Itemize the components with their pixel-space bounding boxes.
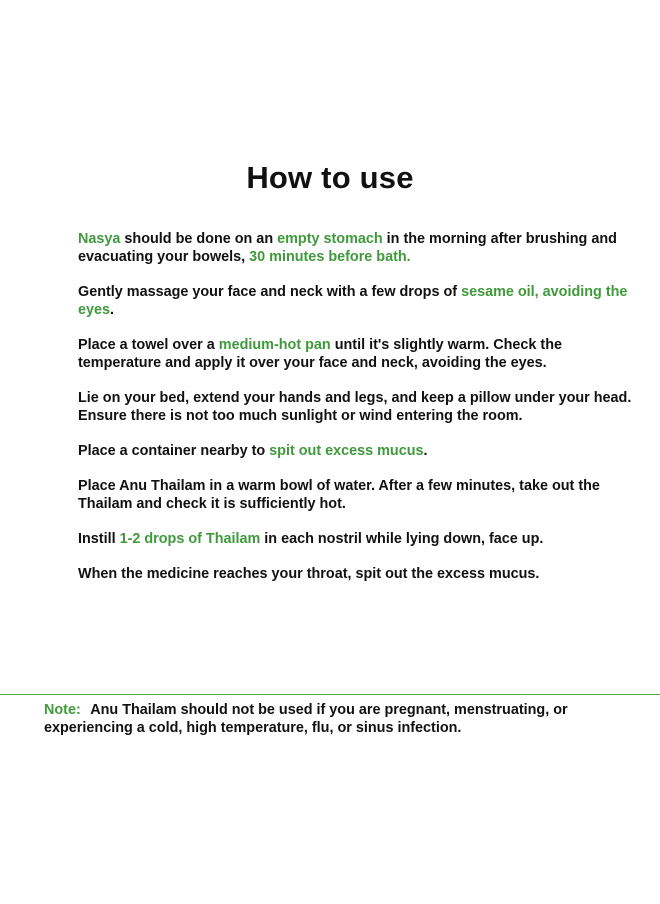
instruction-step bbox=[78, 477, 638, 513]
instruction-list bbox=[78, 230, 638, 600]
instruction-step bbox=[78, 283, 638, 319]
instruction-step bbox=[78, 442, 638, 460]
instruction-step bbox=[78, 336, 638, 372]
instruction-step bbox=[78, 230, 638, 266]
page-title: How to use bbox=[246, 160, 414, 195]
step-text: Place a towel over a bbox=[78, 337, 219, 353]
step-text: Place a container nearby to bbox=[78, 443, 270, 459]
note bbox=[44, 701, 644, 737]
highlighted-text: 30 minutes before bath. bbox=[249, 249, 411, 265]
highlighted-text: sesame oil, avoiding the eyes bbox=[78, 284, 628, 318]
step-text: Lie on your bed, extend your hands and legs, and keep a pillow under your head. Ensure there is not too much sunlight or wind entering the room. bbox=[78, 390, 632, 424]
section-divider bbox=[0, 694, 660, 695]
step-text: When the medicine reaches your throat, spit out the excess mucus. bbox=[78, 566, 540, 582]
step-text: in the morning after brushing and evacuating your bowels, bbox=[78, 231, 617, 265]
highlighted-text: empty stomach bbox=[277, 231, 383, 247]
step-text: should be done on an bbox=[120, 231, 278, 247]
step-text: until it's slightly warm. Check the temperature and apply it over your face and neck, avoiding the eyes. bbox=[78, 337, 563, 371]
highlighted-text: spit out excess mucus bbox=[269, 443, 424, 459]
step-text: . bbox=[110, 302, 115, 318]
highlighted-text: medium-hot pan bbox=[218, 337, 331, 353]
instruction-step bbox=[78, 565, 638, 583]
highlighted-text: Nasya bbox=[78, 231, 121, 247]
highlighted-text: 1-2 drops of Thailam bbox=[119, 531, 261, 547]
note-label: Note: bbox=[44, 702, 81, 718]
step-text: Instill bbox=[78, 531, 120, 547]
step-text: Place Anu Thailam in a warm bowl of water. After a few minutes, take out the Thailam and check it is sufficiently hot. bbox=[78, 478, 600, 512]
step-text: Gently massage your face and neck with a few drops of bbox=[78, 284, 462, 300]
instruction-step bbox=[78, 389, 638, 425]
note-text: Anu Thailam should not be used if you are pregnant, menstruating, or experiencing a cold, high temperature, flu, or sinus infection. bbox=[44, 702, 568, 736]
instruction-step bbox=[78, 530, 638, 548]
step-text: . bbox=[423, 443, 428, 459]
step-text: in each nostril while lying down, face up. bbox=[260, 531, 544, 547]
